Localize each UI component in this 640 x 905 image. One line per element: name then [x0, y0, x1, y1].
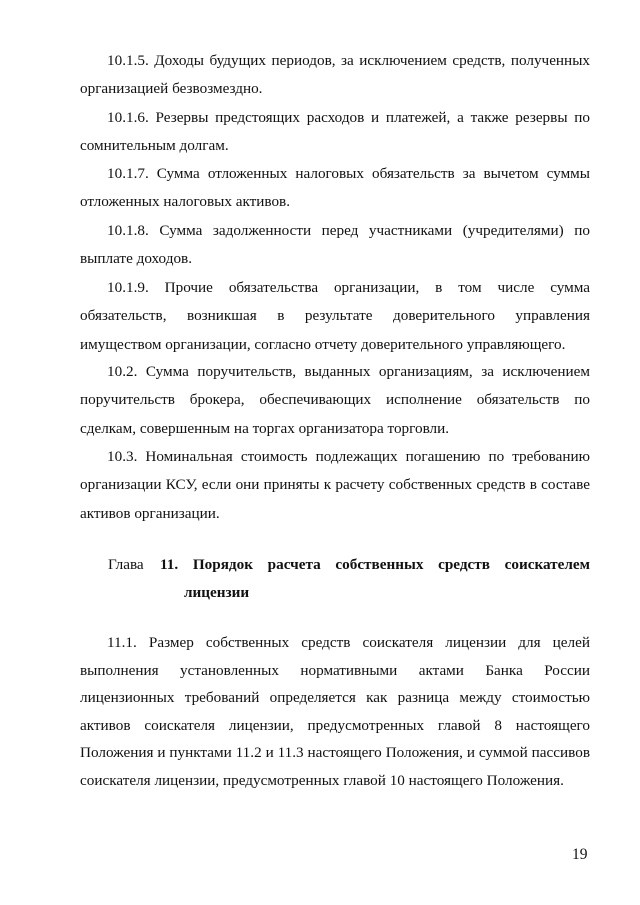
paragraph-10-3: 10.3. Номинальная стоимость подлежащих погашению по требованию организации КСУ, если они приняты к расчету собственных средств в составе активов организации.: [80, 448, 590, 522]
paragraph-10-1-7: 10.1.7. Сумма отложенных налоговых обязательств за вычетом суммы отложенных налоговых активов.: [80, 165, 590, 211]
chapter-title-line-2: лицензии: [184, 584, 250, 601]
paragraph-10-1-6: 10.1.6. Резервы предстоящих расходов и платежей, а также резервы по сомнительным долгам.: [80, 109, 590, 155]
paragraph-10-2: 10.2. Сумма поручительств, выданных организациям, за исключением поручительств брокера, обеспечивающих исполнение обязательств по сделкам, совершенным на торгах организатора торговли.: [80, 363, 590, 437]
paragraph-10-1-5: 10.1.5. Доходы будущих периодов, за исключением средств, полученных организацией безвозмездно.: [80, 52, 590, 98]
paragraph-11-1: 11.1. Размер собственных средств соискателя лицензии для целей выполнения установленных нормативными актами Банка России лицензионных требований определяется как разница между стоимостью активов соискателя лицензии, предусмотренных главой 8 настоящего Положения и пунктами 11.2 и 11.3 настоящего Положения, и суммой пассивов соискателя лицензии, предусмотренных главой 10 настоящего Положения.: [80, 634, 590, 789]
chapter-prefix: Глава: [108, 556, 144, 573]
paragraph-10-1-9: 10.1.9. Прочие обязательства организации, в том числе сумма обязательств, возникшая в результате доверительного управления имуществом организации, согласно отчету доверительного управляющего.: [80, 279, 590, 353]
page-number: 19: [572, 846, 588, 863]
chapter-title-line-1: 11. Порядок расчета собственных средств соискателем: [160, 556, 590, 573]
chapter-title: [160, 551, 590, 607]
paragraph-10-1-8: 10.1.8. Сумма задолженности перед участниками (учредителями) по выплате доходов.: [80, 222, 590, 268]
